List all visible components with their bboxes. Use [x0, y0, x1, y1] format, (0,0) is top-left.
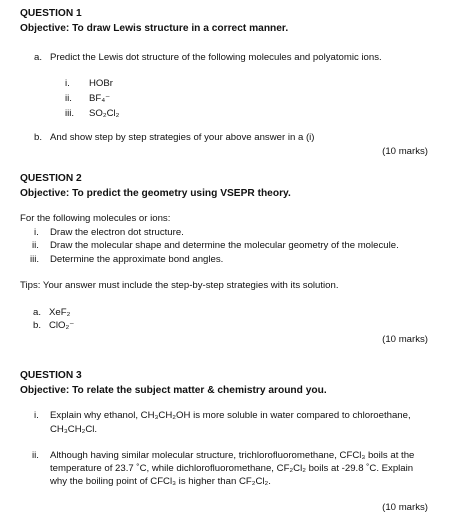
- q2-item-num: b.: [33, 320, 42, 331]
- q3-objective: Objective: To relate the subject matter & chemistry around you.: [20, 385, 327, 396]
- q2-item-formula: XeF₂: [49, 307, 71, 318]
- q1-part-a-label: a.: [34, 52, 43, 63]
- q3-i-line: CH₃CH₂Cl.: [50, 424, 98, 435]
- q2-tips: Tips: Your answer must include the step-by-step strategies with its solution.: [20, 280, 339, 291]
- q3-ii-line: Although having similar molecular structure, trichlorofluoromethane, CFCl₃ boils at the: [50, 450, 415, 461]
- q3-ii-line: why the boiling point of CFCl₃ is higher than CF₂Cl₂.: [50, 476, 271, 487]
- q2-task-num: ii.: [32, 240, 39, 251]
- q3-i-line: Explain why ethanol, CH₃CH₂OH is more soluble in water compared to chloroethane,: [50, 410, 411, 421]
- q2-marks: (10 marks): [382, 334, 428, 345]
- q3-marks: (10 marks): [382, 502, 428, 513]
- q3-ii-num: ii.: [32, 450, 39, 461]
- q1-item-num: i.: [65, 78, 70, 89]
- q2-item-formula: ClO₂⁻: [49, 320, 75, 331]
- q2-objective: Objective: To predict the geometry using VSEPR theory.: [20, 188, 291, 199]
- q1-item-formula: SO₂Cl₂: [89, 108, 120, 119]
- q2-intro: For the following molecules or ions:: [20, 213, 171, 224]
- q1-heading: QUESTION 1: [20, 8, 82, 19]
- q1-objective: Objective: To draw Lewis structure in a correct manner.: [20, 23, 289, 34]
- q2-task-num: i.: [34, 227, 39, 238]
- q3-i-num: i.: [34, 410, 39, 421]
- q2-task-num: iii.: [30, 254, 40, 265]
- q1-item-num: ii.: [65, 93, 72, 104]
- q1-part-b-label: b.: [34, 132, 43, 143]
- q2-task-text: Draw the molecular shape and determine the molecular geometry of the molecule.: [50, 240, 399, 251]
- q3-ii-line: temperature of 23.7 ˚C, while dichlorofluoromethane, CF₂Cl₂ boils at -29.8 ˚C. Explain: [50, 463, 414, 474]
- q1-marks: (10 marks): [382, 146, 428, 157]
- q2-task-text: Determine the approximate bond angles.: [50, 254, 224, 265]
- q2-task-text: Draw the electron dot structure.: [50, 227, 184, 238]
- q3-heading: QUESTION 3: [20, 370, 82, 381]
- q1-item-num: iii.: [65, 108, 75, 119]
- q1-item-formula: BF₄⁻: [89, 93, 111, 104]
- q1-part-a-text: Predict the Lewis dot structure of the following molecules and polyatomic ions.: [50, 52, 382, 63]
- q2-item-num: a.: [33, 307, 42, 318]
- q1-part-b-text: And show step by step strategies of your above answer in a (i): [50, 132, 315, 143]
- q2-heading: QUESTION 2: [20, 173, 82, 184]
- q1-item-formula: HOBr: [89, 78, 113, 89]
